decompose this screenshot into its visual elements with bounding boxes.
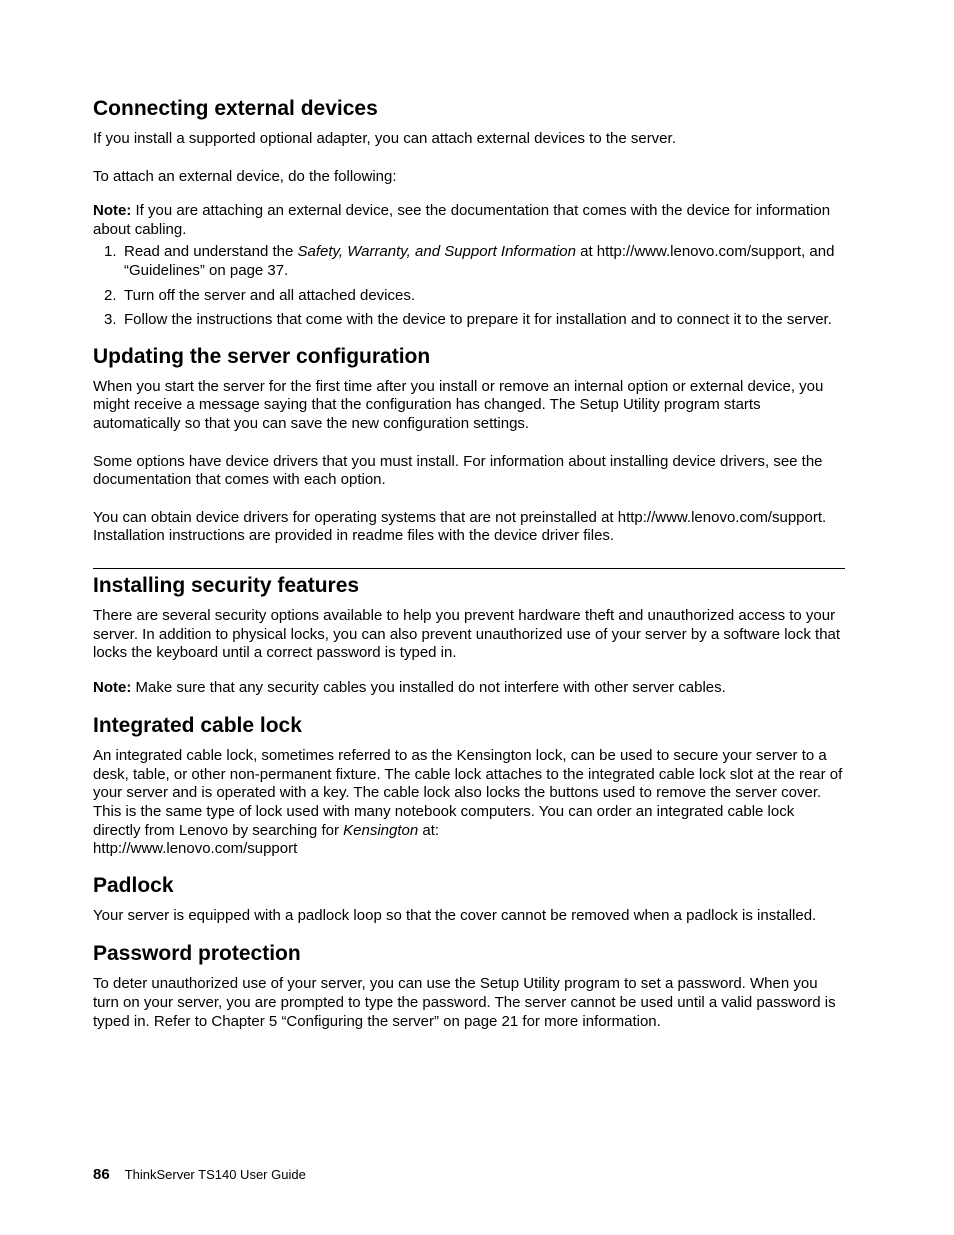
section-updating-server-configuration <box>93 344 845 546</box>
section-password-protection <box>93 941 845 1031</box>
document-page <box>93 96 845 1031</box>
step-text: Turn off the server and all attached devices. <box>124 286 415 304</box>
step-text: Follow the instructions that come with the device to prepare it for installation and to connect it to the server. <box>124 311 832 329</box>
paragraph-text: An integrated cable lock, sometimes referred to as the Kensington lock, can be used to secure your server to a desk, table, or other non-permanent fixture. The cable lock attaches to the integrated cable lock slot at the rear of your server and is operated with a key. The cable lock also locks the buttons used to remove the server cover. This is the same type of lock used with many notebook computers. You can order an integrated cable lock directly from Lenovo by searching for <box>93 747 843 839</box>
step-text: Read and understand the <box>124 243 298 261</box>
document-title: ThinkServer TS140 User Guide <box>124 1167 306 1182</box>
paragraph: Your server is equipped with a padlock loop so that the cover cannot be removed when a padlock is installed. <box>93 906 817 924</box>
section-integrated-cable-lock <box>93 713 845 859</box>
list-item <box>93 243 845 280</box>
page-number: 86 <box>93 1166 110 1183</box>
steps-list <box>93 243 845 329</box>
list-item <box>93 287 845 306</box>
paragraph: When you start the server for the first time after you install or remove an internal option or external device, you might receive a message saying that the configuration has changed. The Setup Utility program starts automatically so that you can save the new configuration settings. <box>93 377 824 432</box>
step-number: 1. <box>104 243 117 261</box>
heading-password-protection: Password protection <box>93 942 301 966</box>
heading-padlock: Padlock <box>93 873 174 897</box>
heading-updating-server-configuration: Updating the server configuration <box>93 344 431 368</box>
paragraph: If you install a supported optional adapter, you can attach external devices to the server. <box>93 130 676 147</box>
section-divider <box>93 568 845 569</box>
paragraph: Some options have device drivers that you must install. For information about installing device drivers, see the documentation that comes with each option. <box>93 452 823 489</box>
note-paragraph <box>93 202 845 239</box>
paragraph: There are several security options available to help you prevent hardware theft and unauthorized access to your server. In addition to physical locks, you can also prevent unauthorized use of your server by a software lock that locks the keyboard until a correct password is typed in. <box>93 606 841 662</box>
note-paragraph <box>93 679 845 698</box>
step-text: at http://www.lenovo.com/support, and “Guidelines” on page 37. <box>124 243 835 279</box>
step-number: 2. <box>104 286 117 304</box>
step-italic-title: Safety, Warranty, and Support Information <box>297 243 576 261</box>
heading-connecting-external-devices: Connecting external devices <box>93 97 378 120</box>
heading-installing-security-features: Installing security features <box>93 573 360 597</box>
paragraph <box>93 747 845 840</box>
note-label: Note: <box>93 202 132 220</box>
page-footer <box>93 1165 306 1185</box>
paragraph: To attach an external device, do the following: <box>93 167 397 185</box>
section-connecting-external-devices <box>93 96 845 330</box>
note-text: Make sure that any security cables you installed do not interfere with other server cables. <box>131 678 726 696</box>
step-number: 3. <box>104 311 117 329</box>
section-padlock <box>93 873 845 926</box>
section-installing-security-features <box>93 573 845 697</box>
paragraph-text: at: <box>418 821 440 839</box>
paragraph: To deter unauthorized use of your server, you can use the Setup Utility program to set a password. When you turn on your server, you are prompted to type the password. The server cannot be used until a valid password is typed in. Refer to Chapter 5 “Configuring the server” on page 21 for more information. <box>93 975 836 1030</box>
heading-integrated-cable-lock: Integrated cable lock <box>93 714 302 738</box>
note-label: Note: <box>93 678 132 696</box>
paragraph: You can obtain device drivers for operating systems that are not preinstalled at http://www.lenovo.com/support. Installation instructions are provided in readme files with the device driver files. <box>93 508 827 545</box>
support-url: http://www.lenovo.com/support <box>93 840 298 858</box>
note-text: If you are attaching an external device, see the documentation that comes with the device for information about cabling. <box>93 202 831 238</box>
italic-term: Kensington <box>343 821 419 839</box>
list-item <box>93 311 845 330</box>
